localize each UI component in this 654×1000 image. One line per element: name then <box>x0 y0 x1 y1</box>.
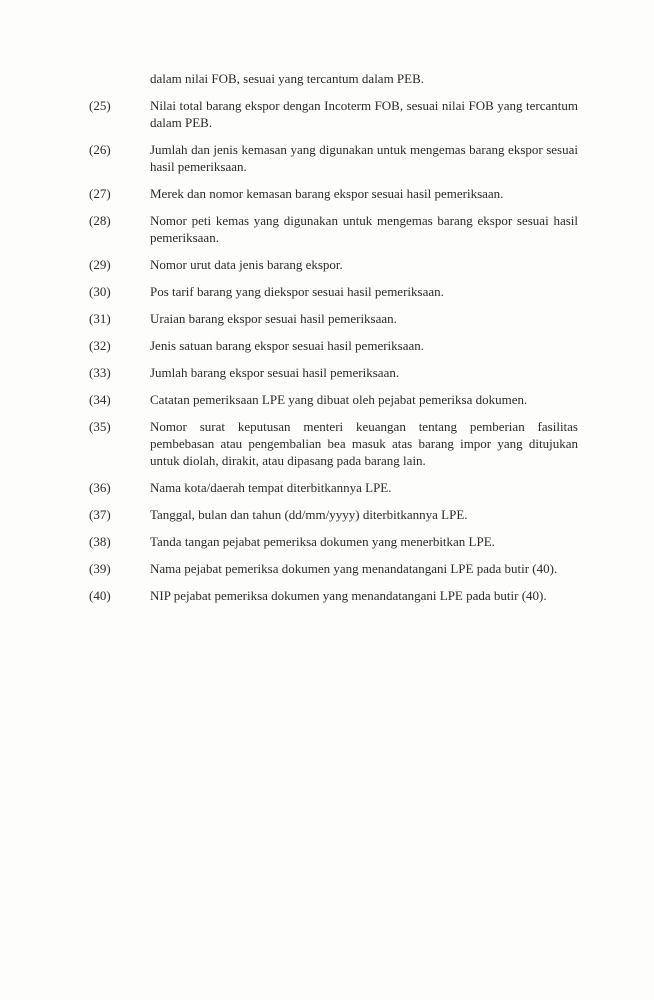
item-number: (35) <box>89 419 111 434</box>
list-item <box>89 479 578 496</box>
numbered-list <box>0 97 654 604</box>
list-item <box>89 212 578 246</box>
item-number: (36) <box>89 480 111 495</box>
item-number: (27) <box>89 186 111 201</box>
item-text: Merek dan nomor kemasan barang ekspor sesuai hasil pemeriksaan. <box>150 186 504 201</box>
item-number: (26) <box>89 142 111 157</box>
list-item <box>89 185 578 202</box>
list-item <box>89 560 578 577</box>
paragraph-continuation: dalam nilai FOB, sesuai yang tercantum dalam PEB. <box>150 71 425 86</box>
item-number: (29) <box>89 257 111 272</box>
list-item <box>89 506 578 523</box>
list-item <box>89 418 578 469</box>
item-text: Nama kota/daerah tempat diterbitkannya LPE. <box>150 480 392 495</box>
item-number: (39) <box>89 561 111 576</box>
item-number: (31) <box>89 311 111 326</box>
item-text: Uraian barang ekspor sesuai hasil pemeriksaan. <box>150 311 397 326</box>
list-item <box>89 97 578 131</box>
item-number: (37) <box>89 507 111 522</box>
item-text: Nama pejabat pemeriksa dokumen yang menandatangani LPE pada butir (40). <box>150 561 558 576</box>
list-item <box>89 364 578 381</box>
item-text: Nilai total barang ekspor dengan Incoterm FOB, sesuai nilai FOB yang tercantum dalam PEB. <box>150 98 578 130</box>
item-number: (40) <box>89 588 111 603</box>
item-number: (38) <box>89 534 111 549</box>
item-text: Jumlah barang ekspor sesuai hasil pemeriksaan. <box>150 365 400 380</box>
list-item <box>89 533 578 550</box>
list-item <box>89 256 578 273</box>
item-number: (28) <box>89 213 111 228</box>
item-text: NIP pejabat pemeriksa dokumen yang menandatangani LPE pada butir (40). <box>150 588 547 603</box>
item-number: (30) <box>89 284 111 299</box>
item-text: Jumlah dan jenis kemasan yang digunakan untuk mengemas barang ekspor sesuai hasil pemeriksaan. <box>150 142 578 174</box>
item-number: (33) <box>89 365 111 380</box>
item-text: Nomor urut data jenis barang ekspor. <box>150 257 343 272</box>
item-number: (34) <box>89 392 111 407</box>
list-item <box>89 283 578 300</box>
list-item <box>89 391 578 408</box>
item-text: Tanda tangan pejabat pemeriksa dokumen yang menerbitkan LPE. <box>150 534 495 549</box>
item-text: Pos tarif barang yang diekspor sesuai hasil pemeriksaan. <box>150 284 444 299</box>
item-text: Tanggal, bulan dan tahun (dd/mm/yyyy) diterbitkannya LPE. <box>150 507 468 522</box>
item-text: Nomor surat keputusan menteri keuangan tentang pemberian fasilitas pembebasan atau pengembalian bea masuk atas barang impor yang ditujukan untuk diolah, dirakit, atau dipasang pada barang lain. <box>150 419 578 468</box>
list-item <box>89 141 578 175</box>
list-item <box>89 337 578 354</box>
list-item <box>89 310 578 327</box>
item-text: Catatan pemeriksaan LPE yang dibuat oleh pejabat pemeriksa dokumen. <box>150 392 528 407</box>
item-text: Nomor peti kemas yang digunakan untuk mengemas barang ekspor sesuai hasil pemeriksaan. <box>150 213 578 245</box>
item-number: (32) <box>89 338 111 353</box>
list-item <box>89 587 578 604</box>
item-number: (25) <box>89 98 111 113</box>
item-text: Jenis satuan barang ekspor sesuai hasil pemeriksaan. <box>150 338 425 353</box>
